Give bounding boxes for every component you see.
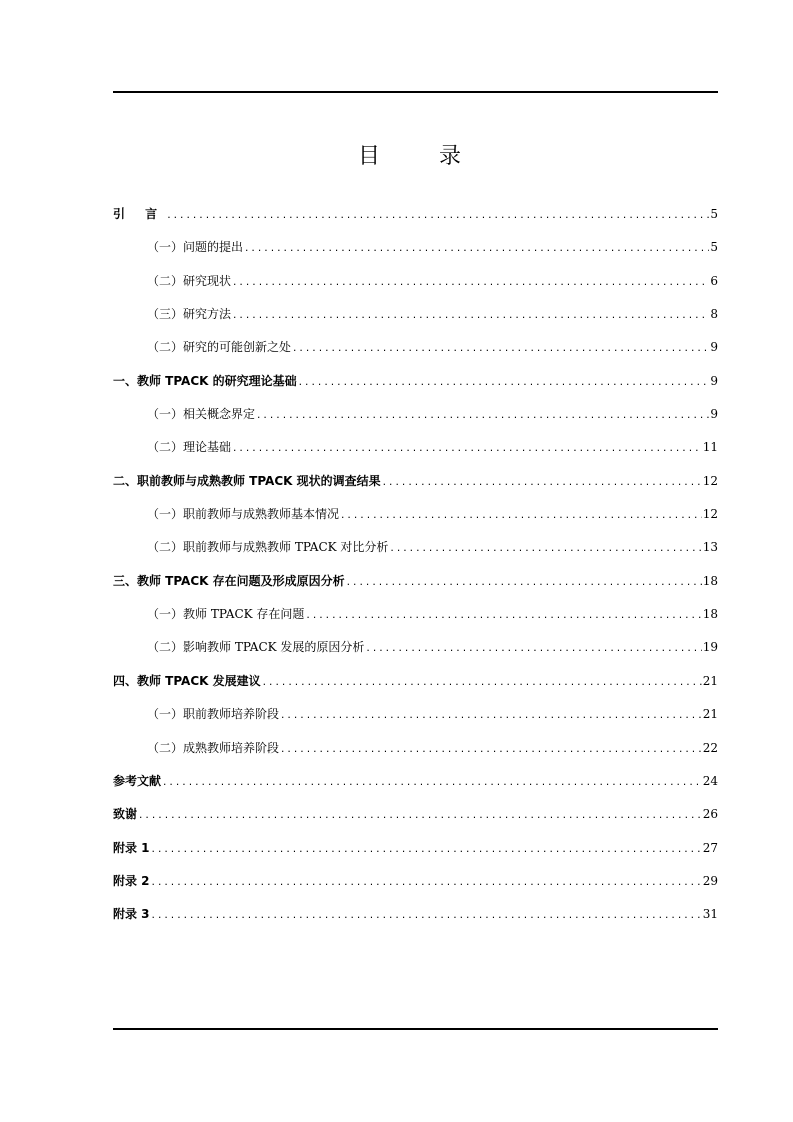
toc-entry-label: 四、教师 TPACK 发展建议	[113, 673, 261, 688]
toc-entry-chapter[interactable]	[113, 671, 718, 704]
toc-entry-label: 一、教师 TPACK 的研究理论基础	[113, 373, 297, 388]
toc-dot-leader	[280, 706, 702, 726]
toc-page-number: 24	[702, 773, 718, 788]
toc-entry-label: 二、职前教师与成熟教师 TPACK 现状的调查结果	[113, 473, 381, 488]
toc-entry-section[interactable]	[113, 537, 718, 570]
toc-page-number: 29	[702, 873, 718, 888]
toc-entry-label: 附录 3	[113, 907, 150, 922]
toc-page-number: 9	[710, 340, 718, 355]
toc-dot-leader	[389, 539, 701, 559]
toc-entry-chapter[interactable]	[113, 838, 718, 871]
toc-page-number: 9	[710, 407, 718, 422]
toc-page-number: 22	[702, 740, 718, 755]
toc-dot-leader	[138, 806, 702, 826]
header-rule	[113, 91, 718, 93]
toc-dot-leader	[262, 673, 702, 693]
toc-entry-label: （二）影响教师 TPACK 发展的原因分析	[147, 640, 365, 655]
toc-page-number: 13	[702, 540, 718, 555]
toc-entry-label: 三、教师 TPACK 存在问题及形成原因分析	[113, 573, 345, 588]
toc-entry-section[interactable]	[113, 271, 718, 304]
toc-dot-leader	[244, 239, 709, 259]
footer-rule	[113, 1028, 718, 1030]
toc-entry-chapter[interactable]	[113, 571, 718, 604]
toc-entry-label: （二）理论基础	[147, 440, 232, 455]
toc-entry-section[interactable]	[113, 404, 718, 437]
toc-entry-label: （二）成熟教师培养阶段	[147, 740, 280, 755]
toc-entry-chapter[interactable]	[113, 371, 718, 404]
toc-entry-label: （一）相关概念界定	[147, 407, 256, 422]
toc-page-number: 6	[710, 273, 718, 288]
toc-dot-leader	[280, 740, 702, 760]
toc-dot-leader	[232, 439, 702, 459]
toc-page-number: 5	[710, 240, 718, 255]
toc-page-number: 18	[702, 573, 718, 588]
toc-dot-leader	[256, 406, 709, 426]
toc-entry-label: （一）职前教师与成熟教师基本情况	[147, 507, 340, 522]
toc-entry-label: 附录 2	[113, 873, 150, 888]
toc-entry-label: （三）研究方法	[147, 307, 232, 322]
toc-entry-section[interactable]	[113, 637, 718, 670]
toc-dot-leader	[232, 273, 709, 293]
toc-entry-section[interactable]	[113, 738, 718, 771]
toc-dot-leader	[232, 306, 709, 326]
toc-dot-leader	[151, 906, 702, 926]
table-of-contents	[113, 204, 718, 938]
toc-dot-leader	[151, 873, 702, 893]
toc-entry-label: 引 言	[113, 207, 166, 221]
toc-entry-section[interactable]	[113, 304, 718, 337]
toc-entry-chapter[interactable]	[113, 204, 718, 237]
toc-entry-label: （一）教师 TPACK 存在问题	[147, 607, 305, 622]
toc-dot-leader	[298, 373, 710, 393]
toc-entry-label: （二）研究的可能创新之处	[147, 340, 292, 355]
toc-entry-chapter[interactable]	[113, 904, 718, 937]
toc-entry-chapter[interactable]	[113, 471, 718, 504]
toc-page-number: 21	[702, 673, 718, 688]
toc-entry-section[interactable]	[113, 237, 718, 270]
toc-page-number: 21	[702, 707, 718, 722]
toc-page-number: 5	[710, 207, 718, 221]
toc-page-number: 9	[710, 373, 718, 388]
toc-dot-leader	[340, 506, 702, 526]
toc-page-number: 19	[702, 640, 718, 655]
toc-entry-label: 附录 1	[113, 840, 150, 855]
toc-dot-leader	[292, 339, 709, 359]
toc-dot-leader	[166, 206, 709, 226]
toc-page-number: 11	[702, 440, 718, 455]
toc-title: 目 录	[358, 144, 487, 169]
toc-page-number: 31	[702, 907, 718, 922]
toc-entry-section[interactable]	[113, 437, 718, 470]
toc-entry-label: （一）职前教师培养阶段	[147, 707, 280, 722]
toc-dot-leader	[151, 840, 702, 860]
toc-dot-leader	[305, 606, 701, 626]
toc-entry-section[interactable]	[113, 704, 718, 737]
toc-entry-chapter[interactable]	[113, 771, 718, 804]
toc-entry-chapter[interactable]	[113, 871, 718, 904]
toc-dot-leader	[382, 473, 702, 493]
toc-dot-leader	[365, 639, 701, 659]
toc-entry-section[interactable]	[113, 337, 718, 370]
toc-entry-label: （一）问题的提出	[147, 240, 244, 255]
toc-page-number: 18	[702, 607, 718, 622]
toc-dot-leader	[162, 773, 702, 793]
toc-entry-label: 参考文献	[113, 773, 162, 788]
toc-page-number: 27	[702, 840, 718, 855]
toc-page-number: 8	[710, 307, 718, 322]
toc-page-number: 12	[702, 473, 718, 488]
toc-entry-label: （二）研究现状	[147, 273, 232, 288]
toc-page-number: 26	[702, 807, 718, 822]
toc-dot-leader	[346, 573, 702, 593]
toc-entry-chapter[interactable]	[113, 804, 718, 837]
toc-entry-section[interactable]	[113, 604, 718, 637]
toc-entry-section[interactable]	[113, 504, 718, 537]
toc-entry-label: （二）职前教师与成熟教师 TPACK 对比分析	[147, 540, 389, 555]
toc-entry-label: 致谢	[113, 807, 138, 822]
toc-page-number: 12	[702, 507, 718, 522]
